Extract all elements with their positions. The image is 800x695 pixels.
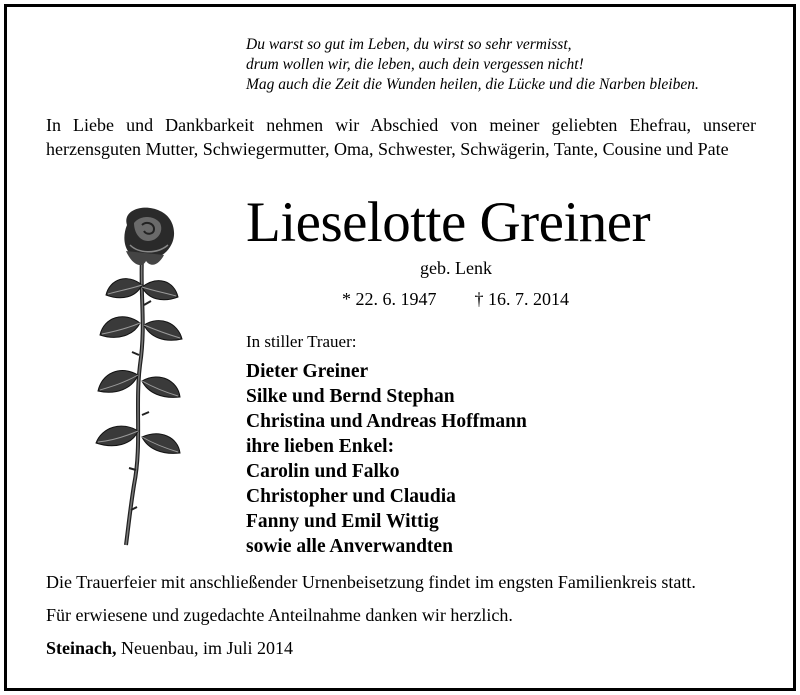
- mourner-item: Fanny und Emil Wittig: [246, 511, 439, 532]
- deceased-name: Lieselotte Greiner: [246, 191, 651, 254]
- place-date: [46, 636, 293, 660]
- death-date: † 16. 7. 2014: [474, 289, 569, 309]
- maiden-name: geb. Lenk: [420, 258, 492, 278]
- mourner-item: Christina und Andreas Hoffmann: [246, 411, 527, 432]
- mourner-item: Silke und Bernd Stephan: [246, 386, 455, 407]
- poem-line: drum wollen wir, die leben, auch dein vergessen nicht!: [246, 56, 584, 73]
- mourner-item: sowie alle Anverwandten: [246, 536, 453, 557]
- mourner-item: ihre lieben Enkel:: [246, 436, 395, 457]
- poem-line: Du warst so gut im Leben, du wirst so sehr vermisst,: [246, 36, 572, 53]
- mourner-item: Carolin und Falko: [246, 461, 400, 482]
- rose-icon: [82, 205, 197, 550]
- mourners-list: [246, 359, 527, 559]
- mourner-item: Christopher und Claudia: [246, 486, 456, 507]
- place-rest: Neuenbau, im Juli 2014: [116, 638, 293, 658]
- poem: [246, 35, 699, 95]
- ceremony-text: Die Trauerfeier mit anschließender Urnenbeisetzung findet im engsten Familienkreis statt.: [46, 572, 696, 592]
- poem-line: Mag auch die Zeit die Wunden heilen, die Lücke und die Narben bleiben.: [246, 76, 699, 93]
- intro-text: In Liebe und Dankbarkeit nehmen wir Abschied von meiner geliebten Ehefrau, unserer herzensguten Mutter, Schwiegermutter, Oma, Schwester, Schwägerin, Tante, Cousine und Pate: [46, 115, 756, 159]
- birth-date: * 22. 6. 1947: [342, 289, 437, 309]
- mourning-label: In stiller Trauer:: [246, 332, 357, 351]
- life-dates: [342, 287, 569, 311]
- place-town: Steinach,: [46, 638, 117, 658]
- thanks-text: Für erwiesene und zugedachte Anteilnahme danken wir herzlich.: [46, 605, 513, 625]
- mourner-item: Dieter Greiner: [246, 361, 369, 382]
